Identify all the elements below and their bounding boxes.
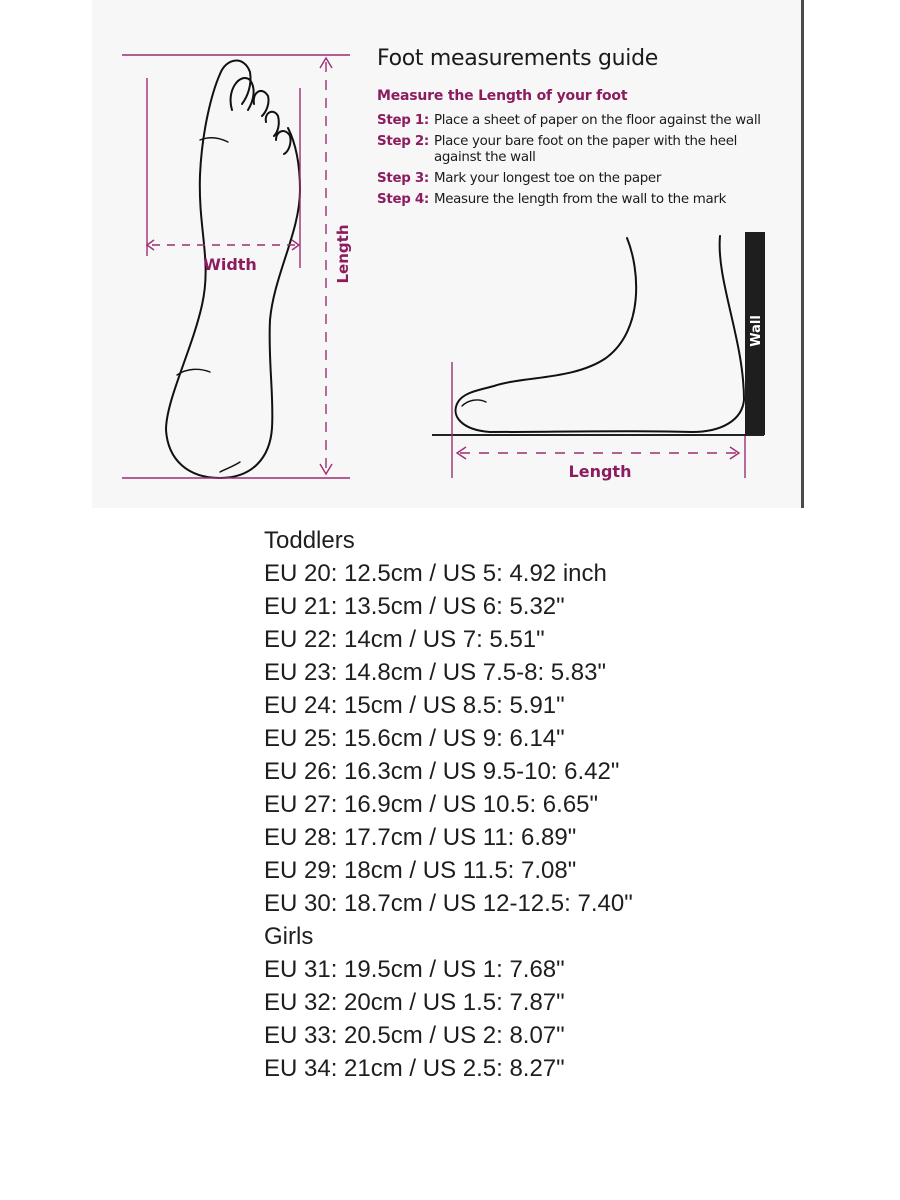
step-text: Place a sheet of paper on the floor against the wall <box>433 113 761 128</box>
side-measure-lines <box>452 362 745 478</box>
size-row: EU 26: 16.3cm / US 9.5-10: 6.42" <box>264 758 620 785</box>
size-row: EU 23: 14.8cm / US 7.5-8: 5.83" <box>264 659 607 686</box>
length-label-horizontal: Length <box>568 462 632 481</box>
measurement-steps <box>377 113 787 213</box>
step-text: Mark your longest toe on the paper <box>433 171 662 186</box>
size-chart <box>264 524 633 1085</box>
size-row: EU 21: 13.5cm / US 6: 5.32" <box>264 593 565 620</box>
step-label: Step 2: <box>377 134 429 149</box>
step-text: Place your bare foot on the paper with the heel against the wall <box>433 134 738 165</box>
foot-diagram <box>92 0 804 508</box>
size-row: EU 31: 19.5cm / US 1: 7.68" <box>264 956 565 983</box>
guide-subtitle: Measure the Length of your foot <box>377 88 628 104</box>
step-3 <box>377 171 787 187</box>
foot-outline-side-view <box>456 236 744 432</box>
size-row: EU 30: 18.7cm / US 12-12.5: 7.40" <box>264 890 633 917</box>
size-row: EU 29: 18cm / US 11.5: 7.08" <box>264 857 577 884</box>
step-text: Measure the length from the wall to the mark <box>433 192 727 207</box>
step-4 <box>377 192 787 208</box>
size-row: EU 25: 15.6cm / US 9: 6.14" <box>264 725 565 752</box>
step-label: Step 4: <box>377 192 429 207</box>
size-row: EU 33: 20.5cm / US 2: 8.07" <box>264 1022 565 1049</box>
size-row: EU 20: 12.5cm / US 5: 4.92 inch <box>264 560 607 587</box>
step-label: Step 3: <box>377 171 429 186</box>
section-heading-toddlers: Toddlers <box>264 527 355 554</box>
size-row: EU 24: 15cm / US 8.5: 5.91" <box>264 692 565 719</box>
step-2 <box>377 134 787 166</box>
size-row: EU 28: 17.7cm / US 11: 6.89" <box>264 824 577 851</box>
size-row: EU 32: 20cm / US 1.5: 7.87" <box>264 989 565 1016</box>
wall-label: Wall <box>749 315 764 347</box>
panel-edge <box>801 0 804 508</box>
size-row: EU 22: 14cm / US 7: 5.51" <box>264 626 545 653</box>
width-label: Width <box>203 255 257 274</box>
size-row: EU 27: 16.9cm / US 10.5: 6.65" <box>264 791 599 818</box>
foot-measurement-guide <box>92 0 804 508</box>
size-row: EU 34: 21cm / US 2.5: 8.27" <box>264 1055 565 1082</box>
step-1 <box>377 113 787 129</box>
section-heading-girls: Girls <box>264 923 314 950</box>
step-label: Step 1: <box>377 113 429 128</box>
length-label-vertical: Length <box>334 224 352 284</box>
wall-and-floor <box>432 232 765 435</box>
guide-title: Foot measurements guide <box>377 46 658 71</box>
